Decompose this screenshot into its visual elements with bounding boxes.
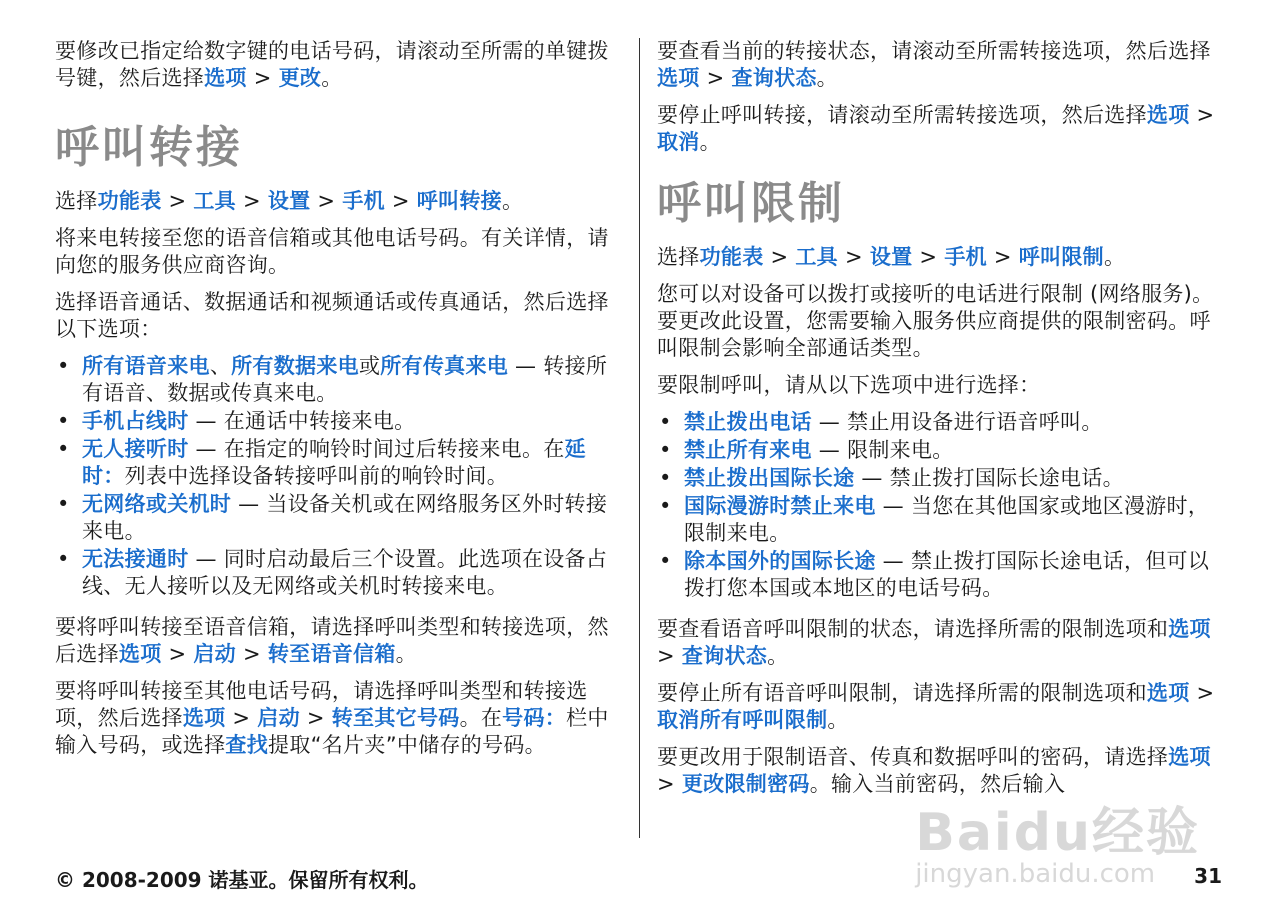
- menu-term-link: 所有语音来电: [82, 354, 210, 378]
- menu-term-link: 查询状态: [731, 66, 817, 90]
- right-column: [657, 38, 1227, 808]
- paragraph: 要查看当前的转接状态，请滚动至所需转接选项，然后选择选项 > 查询状态。: [657, 39, 1211, 90]
- menu-term-link: 所有数据来电: [231, 354, 359, 378]
- menu-term-link: 延时：: [82, 437, 586, 488]
- menu-term-link: 无人接听时: [82, 437, 189, 461]
- list-item: • 无网络或关机时 — 当设备关机或在网络服务区外时转接来电。: [55, 491, 625, 545]
- menu-term-link: 功能表: [97, 189, 162, 213]
- menu-term-link: 选项: [657, 66, 700, 90]
- page-number: 31: [1194, 864, 1222, 888]
- menu-term-link: 手机: [944, 245, 987, 269]
- menu-term-link: 呼叫限制: [1018, 245, 1104, 269]
- menu-term-link: 无网络或关机时: [82, 492, 232, 516]
- menu-term-link: 设置: [869, 245, 913, 269]
- paragraph: 要修改已指定给数字键的电话号码，请滚动至所需的单键拨号键，然后选择选项 > 更改。: [55, 39, 609, 90]
- menu-term-link: 选项: [1168, 617, 1211, 641]
- paragraph: 选择语音通话、数据通话和视频通话或传真通话，然后选择以下选项：: [55, 290, 609, 341]
- barring-options-list: [657, 409, 1227, 602]
- menu-term-link: 工具: [193, 189, 236, 213]
- section-heading-call-divert: 呼叫转接: [55, 122, 243, 173]
- menu-term-link: 启动: [193, 642, 236, 666]
- watermark-url: jingyan.baidu.com: [915, 859, 1156, 889]
- list-item: • 禁止拨出电话 — 禁止用设备进行语音呼叫。: [657, 409, 1227, 436]
- menu-term-link: 手机占线时: [82, 409, 189, 433]
- menu-term-link: 选项: [1146, 681, 1190, 705]
- menu-term-link: 所有传真来电: [380, 354, 509, 378]
- list-item: • 手机占线时 — 在通话中转接来电。: [55, 408, 625, 435]
- menu-term-link: 号码：: [502, 706, 567, 730]
- menu-term-link: 更改限制密码: [681, 772, 810, 796]
- menu-path: 选择功能表 > 工具 > 设置 > 手机 > 呼叫转接。: [55, 189, 524, 213]
- menu-term-link: 无法接通时: [82, 547, 189, 571]
- paragraph: 将来电转接至您的语音信箱或其他电话号码。有关详情，请向您的服务供应商咨询。: [55, 226, 609, 277]
- menu-term-link: 选项: [204, 66, 247, 90]
- left-column: [55, 38, 625, 769]
- menu-term-link: 禁止拨出电话: [684, 410, 812, 434]
- menu-term-link: 选项: [182, 706, 226, 730]
- list-item: • 国际漫游时禁止来电 — 当您在其他国家或地区漫游时，限制来电。: [657, 493, 1227, 547]
- menu-term-link: 国际漫游时禁止来电: [684, 494, 876, 518]
- paragraph: 要将呼叫转接至语音信箱，请选择呼叫类型和转接选项，然后选择选项 > 启动 > 转至语音信箱。: [55, 615, 609, 666]
- menu-term-link: 取消所有呼叫限制: [657, 708, 828, 732]
- paragraph: 要更改用于限制语音、传真和数据呼叫的密码，请选择选项 > 更改限制密码。输入当前密码，然后输入: [657, 745, 1211, 796]
- column-divider: [639, 38, 640, 838]
- copyright-notice: © 2008-2009 诺基亚。保留所有权利。: [55, 868, 429, 892]
- list-item: • 无法接通时 — 同时启动最后三个设置。此选项在设备占线、无人接听以及无网络或关机时转接来电。: [55, 546, 625, 600]
- menu-term-link: 查询状态: [681, 644, 768, 668]
- menu-term-link: 选项: [1168, 745, 1211, 769]
- menu-term-link: 取消: [657, 130, 700, 154]
- paragraph: 要限制呼叫，请从以下选项中进行选择：: [657, 373, 1041, 397]
- menu-term-link: 除本国外的国际长途: [684, 549, 876, 573]
- list-item: • 无人接听时 — 在指定的响铃时间过后转接来电。在延时：列表中选择设备转接呼叫前的响铃时间。: [55, 436, 625, 490]
- paragraph: 要将呼叫转接至其他电话号码，请选择呼叫类型和转接选项，然后选择选项 > 启动 > 转至其它号码。在号码：栏中输入号码，或选择查找提取“名片夹”中储存的号码。: [55, 679, 609, 757]
- section-heading-call-barring: 呼叫限制: [657, 178, 845, 229]
- list-item: • 所有语音来电、所有数据来电或所有传真来电 — 转接所有语音、数据或传真来电。: [55, 353, 625, 407]
- list-item: • 禁止拨出国际长途 — 禁止拨打国际长途电话。: [657, 465, 1227, 492]
- paragraph: 要查看语音呼叫限制的状态，请选择所需的限制选项和选项 > 查询状态。: [657, 617, 1211, 668]
- menu-term-link: 功能表: [699, 245, 764, 269]
- menu-term-link: 工具: [795, 245, 838, 269]
- menu-term-link: 禁止所有来电: [684, 438, 812, 462]
- divert-options-list: [55, 353, 625, 600]
- list-item: • 禁止所有来电 — 限制来电。: [657, 437, 1227, 464]
- menu-term-link: 转至语音信箱: [267, 642, 396, 666]
- menu-term-link: 选项: [118, 642, 162, 666]
- menu-term-link: 设置: [267, 189, 311, 213]
- menu-path: 选择功能表 > 工具 > 设置 > 手机 > 呼叫限制。: [657, 245, 1126, 269]
- menu-term-link: 手机: [342, 189, 385, 213]
- paragraph: 您可以对设备可以拨打或接听的电话进行限制 (网络服务)。要更改此设置，您需要输入服务供应商提供的限制密码。呼叫限制会影响全部通话类型。: [657, 282, 1214, 360]
- menu-term-link: 查找: [225, 733, 269, 757]
- menu-term-link: 更改: [278, 66, 322, 90]
- menu-term-link: 转至其它号码: [331, 706, 460, 730]
- watermark-logo: Baidu经验: [915, 803, 1200, 863]
- menu-term-link: 禁止拨出国际长途: [684, 466, 855, 490]
- menu-term-link: 选项: [1146, 103, 1190, 127]
- menu-term-link: 呼叫转接: [416, 189, 502, 213]
- paragraph: 要停止所有语音呼叫限制，请选择所需的限制选项和选项 > 取消所有呼叫限制。: [657, 681, 1215, 732]
- paragraph: 要停止呼叫转接，请滚动至所需转接选项，然后选择选项 > 取消。: [657, 103, 1215, 154]
- list-item: • 除本国外的国际长途 — 禁止拨打国际长途电话，但可以拨打您本国或本地区的电话号码。: [657, 548, 1227, 602]
- menu-term-link: 启动: [257, 706, 300, 730]
